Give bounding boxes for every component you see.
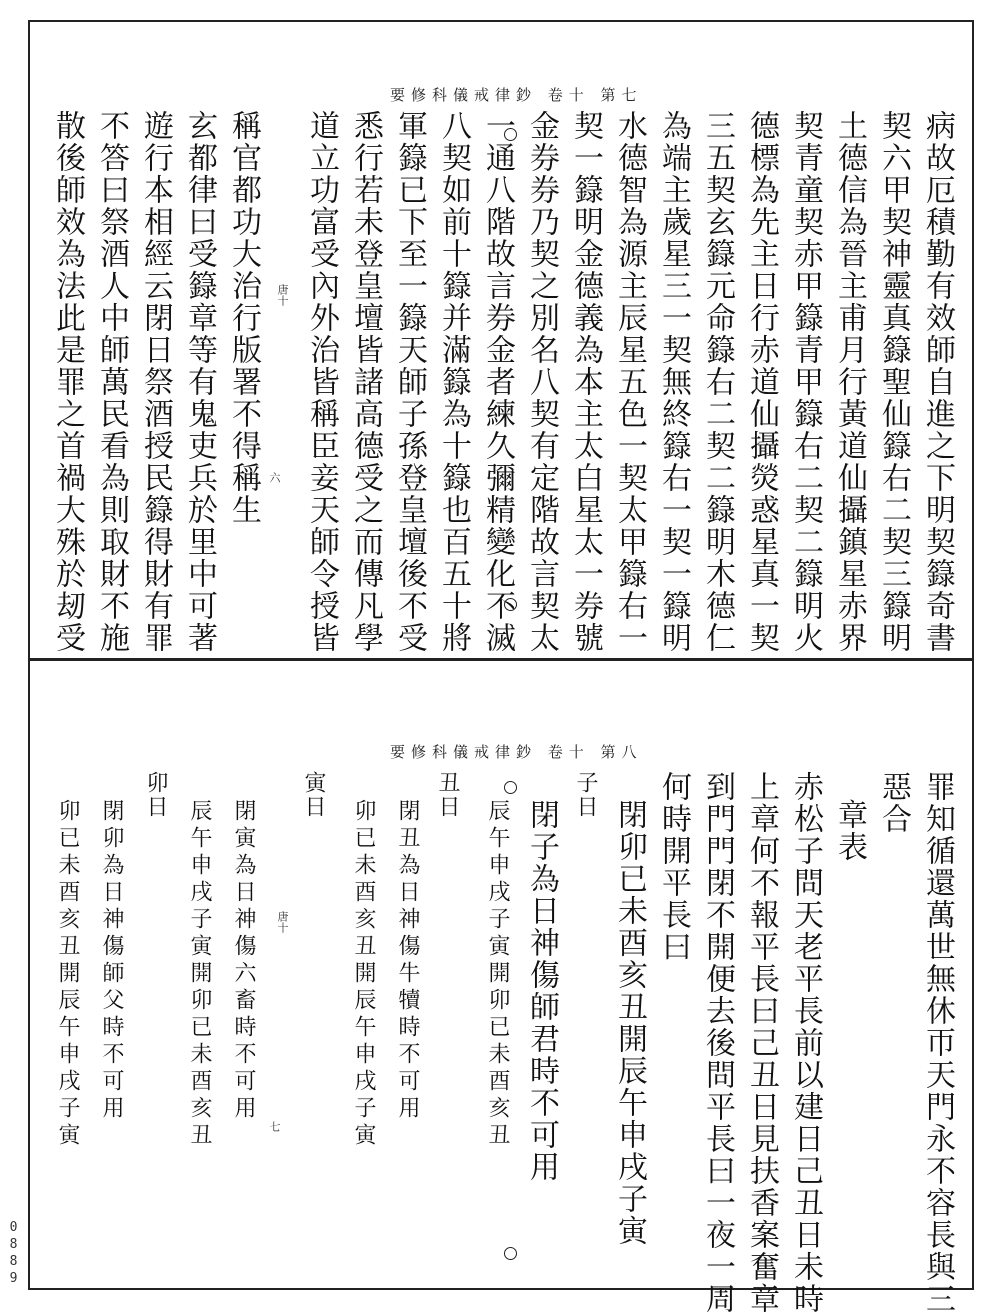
text-column: 不答曰祭酒人中師萬民看為則取財不施: [94, 110, 129, 654]
circle-mark: [504, 1247, 517, 1260]
text-column: 上章何不報平長曰己丑日見扶香案奮章: [744, 771, 779, 1315]
text-column: 遊行本相經云閉日祭酒授民籙得財有罪: [138, 110, 173, 654]
text-column: 閉寅為日神傷六畜時不可用: [231, 799, 256, 1123]
text-column: 德標為先主日行赤道仙攝熒惑星真一契: [744, 110, 779, 654]
text-column: 水德智為源主辰星五色一契太甲籙右一: [612, 110, 647, 654]
text-column: 為端主歲星三一契無終籙右一契一籙明: [656, 110, 691, 654]
text-column: 卯已未酉亥丑開辰午申戌子寅: [55, 799, 80, 1150]
text-column: 何時開平長曰: [656, 771, 691, 963]
running-header: 要修科儀戒律鈔 卷十 第七: [390, 86, 643, 104]
circle-mark: [504, 781, 517, 794]
text-column: 契青童契赤甲籙青甲籙右二契二籙明火: [788, 110, 823, 654]
text-column: 八契如前十籙并滿籙為十籙也百五十將: [436, 110, 471, 654]
text-column: 契一籙明金德義為本主太白星太一券號: [568, 110, 603, 654]
text-column: 閉卯已未酉亥丑開辰午申戌子寅: [612, 799, 647, 1247]
text-column: 悉行若未登皇壇皆諸高德受之而傳凡學: [348, 110, 383, 654]
section-heading: 章表: [832, 799, 867, 863]
text-column: 卯已未酉亥丑開辰午申戌子寅: [351, 799, 376, 1150]
text-column: 閉丑為日神傷牛犢時不可用: [395, 799, 420, 1123]
text-column: 金券券乃契之別名八契有定階故言契太: [524, 110, 559, 654]
text-column: 到門門閉不開便去後問平長曰一夜一周: [700, 771, 735, 1315]
text-column: 軍籙已下至一籙天師子孫登皇壇後不受: [392, 110, 427, 654]
text-column: 散後師效為法此是罪之首禍大殊於刼受: [50, 110, 85, 654]
folio-mark-left: 唐十: [276, 911, 289, 933]
text-column: 道立功富受內外治皆稱臣妾天師令授皆: [304, 110, 339, 654]
upper-folio: [30, 22, 972, 661]
day-label: 丑日: [435, 771, 460, 819]
text-column: 玄都律曰受籙章等有鬼吏兵於里中可著: [182, 110, 217, 654]
day-label: 卯日: [143, 771, 168, 819]
catalog-number: 0889: [6, 1220, 21, 1288]
text-column: 土德信為晉主甫月行黃道仙攝鎮星赤界: [832, 110, 867, 654]
text-column: 閉子為日神傷師君時不可用: [524, 799, 559, 1183]
day-label: 子日: [573, 771, 598, 819]
folio-mark-right: 六: [268, 472, 281, 483]
day-label: 寅日: [301, 771, 326, 819]
text-column: 稱官都功大治行版署不得稱生: [226, 110, 261, 526]
text-column: 惡合: [876, 771, 911, 835]
text-column: 契六甲契神靈真籙聖仙籙右二契三籙明: [876, 110, 911, 654]
running-header: 要修科儀戒律鈔 卷十 第八: [390, 743, 643, 761]
text-column: 三五契玄籙元命籙右二契二籙明木德仁: [700, 110, 735, 654]
text-column: 病故厄積勤有效師自進之下明契籙奇書: [920, 110, 955, 654]
folio-mark-right: 七: [268, 1121, 281, 1132]
text-column: 赤松子問天老平長前以建日己丑日未時: [788, 771, 823, 1315]
lower-folio: [30, 661, 972, 1315]
text-column: 辰午申戌子寅開卯已未酉亥丑: [485, 799, 510, 1150]
folio-mark-left: 唐十: [276, 284, 289, 306]
scripture-page: [28, 20, 974, 1315]
circle-mark: [504, 598, 517, 611]
text-column: 辰午申戌子寅開卯已未酉亥丑: [187, 799, 212, 1150]
text-column: 閉卯為日神傷師父時不可用: [99, 799, 124, 1123]
text-column: 一通八階故言券金者練久彌精變化不滅: [480, 110, 515, 654]
circle-mark: [504, 128, 517, 141]
text-column: 罪知循還萬世無休帀天門永不容長與三: [920, 771, 955, 1315]
